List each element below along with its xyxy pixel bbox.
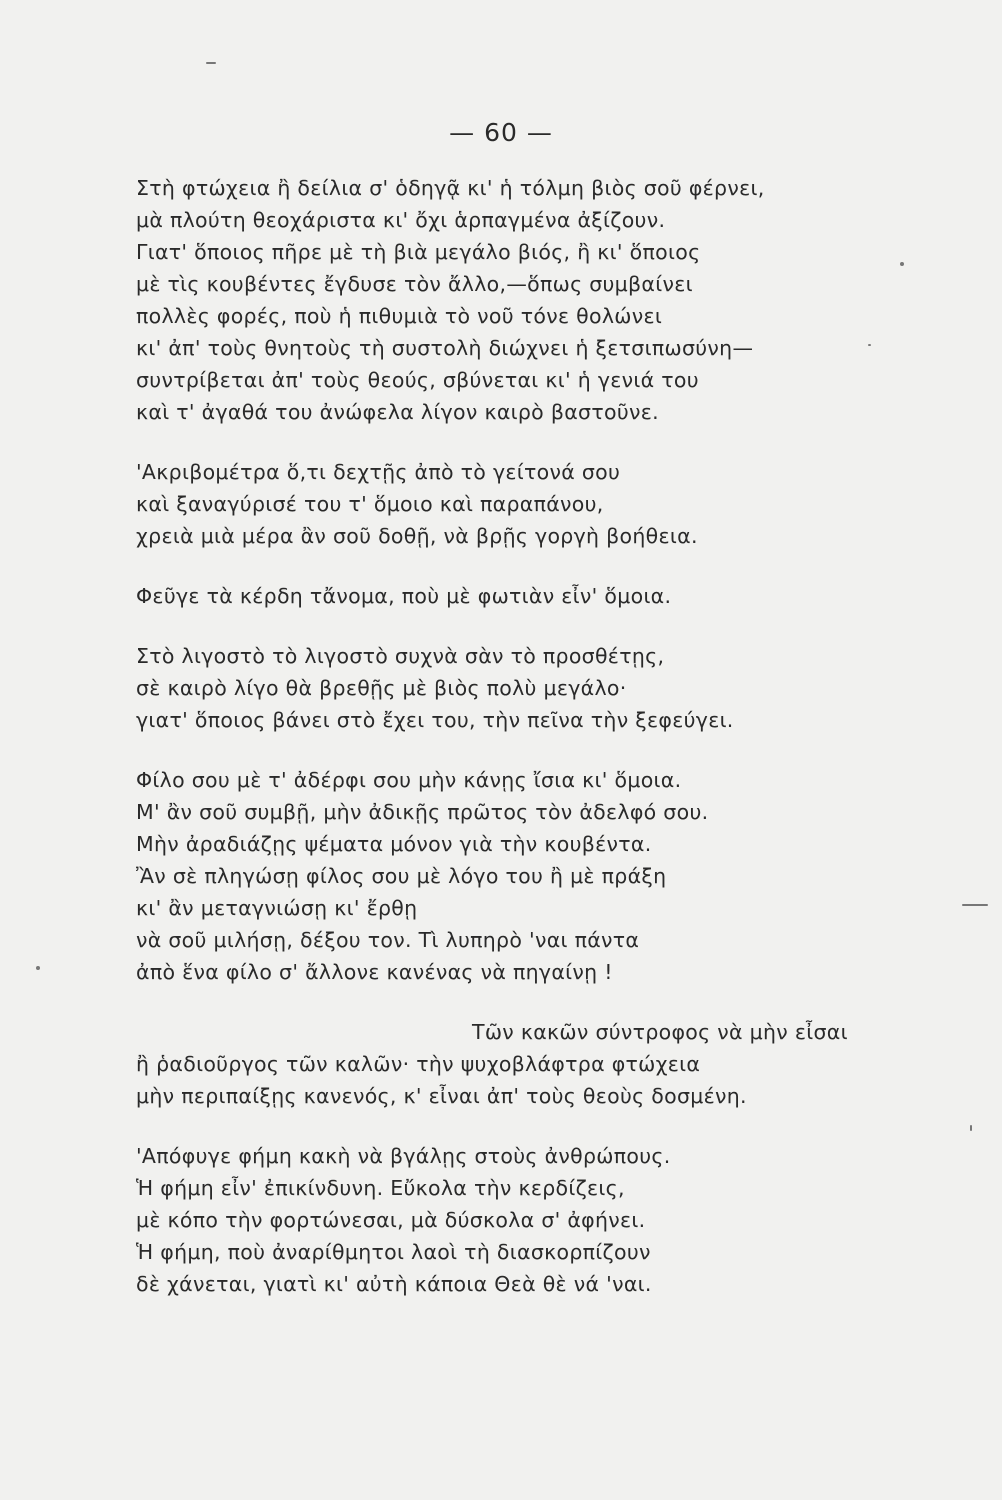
- stanza: [136, 640, 896, 736]
- verse-line: Ἡ φήμη εἶν' ἐπικίνδυνη. Εὔκολα τὴν κερδίζεις,: [136, 1176, 625, 1200]
- verse-line: Ἡ φήμη, ποὺ ἀναρίθμητοι λαοὶ τὴ διασκορπίζουν: [136, 1240, 651, 1264]
- stanza: [136, 456, 896, 552]
- verse-line: Φίλο σου μὲ τ' ἀδέρφι σου μὴν κάνῃς ἴσια κι' ὅμοια.: [136, 768, 682, 792]
- stanza: [136, 1016, 896, 1112]
- verse-line: δὲ χάνεται, γιατὶ κι' αὐτὴ κάποια Θεὰ θὲ νά 'ναι.: [136, 1272, 652, 1296]
- verse-line: μὰ πλούτη θεοχάριστα κι' ὄχι ἁρπαγμένα ἀξίζουν.: [136, 208, 666, 232]
- verse-line: μὴν περιπαίξῃς κανενός, κ' εἶναι ἀπ' τοὺς θεοὺς δοσμένη.: [136, 1084, 747, 1108]
- verse-line: μὲ τὶς κουβέντες ἔγδυσε τὸν ἄλλο,—ὅπως συμβαίνει: [136, 272, 693, 296]
- verse-line: καὶ ξαναγύρισέ του τ' ὅμοιο καὶ παραπάνου,: [136, 492, 604, 516]
- scan-speck: [900, 262, 904, 266]
- verse-line: νὰ σοῦ μιλήσῃ, δέξου τον. Τὶ λυπηρὸ 'ναι πάντα: [136, 928, 640, 952]
- scan-speck: [36, 966, 40, 970]
- verse-line: πολλὲς φορές, ποὺ ἡ πιθυμιὰ τὸ νοῦ τόνε θολώνει: [136, 304, 663, 328]
- verse-line: Τῶν κακῶν σύντροφος νὰ μὴν εἶσαι: [472, 1020, 848, 1044]
- page-number: — 60 —: [449, 118, 553, 147]
- scan-speck: [206, 62, 216, 64]
- scan-speck: [868, 344, 871, 346]
- verse-line: ἀπὸ ἕνα φίλο σ' ἄλλονε κανένας νὰ πηγαίνῃ !: [136, 960, 613, 984]
- verse-line: Μ' ἂν σοῦ συμβῇ, μὴν ἀδικῇς πρῶτος τὸν ἀδελφό σου.: [136, 800, 709, 824]
- stanza: [136, 1140, 896, 1300]
- verse-line: μὲ κόπο τὴν φορτώνεσαι, μὰ δύσκολα σ' ἀφήνει.: [136, 1208, 646, 1232]
- verse-line: 'Απόφυγε φήμη κακὴ νὰ βγάλῃς στοὺς ἀνθρώπους.: [136, 1144, 671, 1168]
- verse-line: γιατ' ὅποιος βάνει στὸ ἔχει του, τὴν πεῖνα τὴν ξεφεύγει.: [136, 708, 734, 732]
- verse-line: Φεῦγε τὰ κέρδη τἄνομα, ποὺ μὲ φωτιὰν εἶν' ὅμοια.: [136, 584, 672, 608]
- stanza: [136, 580, 896, 612]
- verse-line: καὶ τ' ἀγαθά του ἀνώφελα λίγον καιρὸ βαστοῦνε.: [136, 400, 659, 424]
- scan-speck: [962, 904, 988, 906]
- verse-line: Στὴ φτώχεια ἢ δείλια σ' ὁδηγᾷ κι' ἡ τόλμη βιὸς σοῦ φέρνει,: [136, 176, 765, 200]
- poem-text: [136, 172, 896, 1300]
- stanza: [136, 764, 896, 988]
- verse-line: Στὸ λιγοστὸ τὸ λιγοστὸ συχνὰ σὰν τὸ προσθέτῃς,: [136, 644, 665, 668]
- verse-line: 'Ακριβομέτρα ὅ,τι δεχτῇς ἀπὸ τὸ γείτονά σου: [136, 460, 621, 484]
- verse-line: χρειὰ μιὰ μέρα ἂν σοῦ δοθῇ, νὰ βρῇς γοργὴ βοήθεια.: [136, 524, 698, 548]
- verse-line: Γιατ' ὅποιος πῆρε μὲ τὴ βιὰ μεγάλο βιός, ἢ κι' ὅποιος: [136, 240, 701, 264]
- verse-line: σὲ καιρὸ λίγο θὰ βρεθῇς μὲ βιὸς πολὺ μεγάλο·: [136, 676, 627, 700]
- verse-line: κι' ἂν μεταγνιώσῃ κι' ἔρθῃ: [136, 896, 418, 920]
- scan-speck: [970, 1125, 972, 1131]
- verse-line: ἢ ῥαδιοῦργος τῶν καλῶν· τὴν ψυχοβλάφτρα φτώχεια: [136, 1052, 701, 1076]
- verse-line: κι' ἀπ' τοὺς θνητοὺς τὴ συστολὴ διώχνει ἡ ξετσιπωσύνη—: [136, 336, 754, 360]
- verse-line: συντρίβεται ἀπ' τοὺς θεούς, σβύνεται κι' ἡ γενιά του: [136, 368, 699, 392]
- stanza: [136, 172, 896, 428]
- verse-line: Ἂν σὲ πληγώσῃ φίλος σου μὲ λόγο του ἢ μὲ πράξη: [136, 864, 667, 888]
- verse-line: Μὴν ἀραδιάζῃς ψέματα μόνον γιὰ τὴν κουβέντα.: [136, 832, 652, 856]
